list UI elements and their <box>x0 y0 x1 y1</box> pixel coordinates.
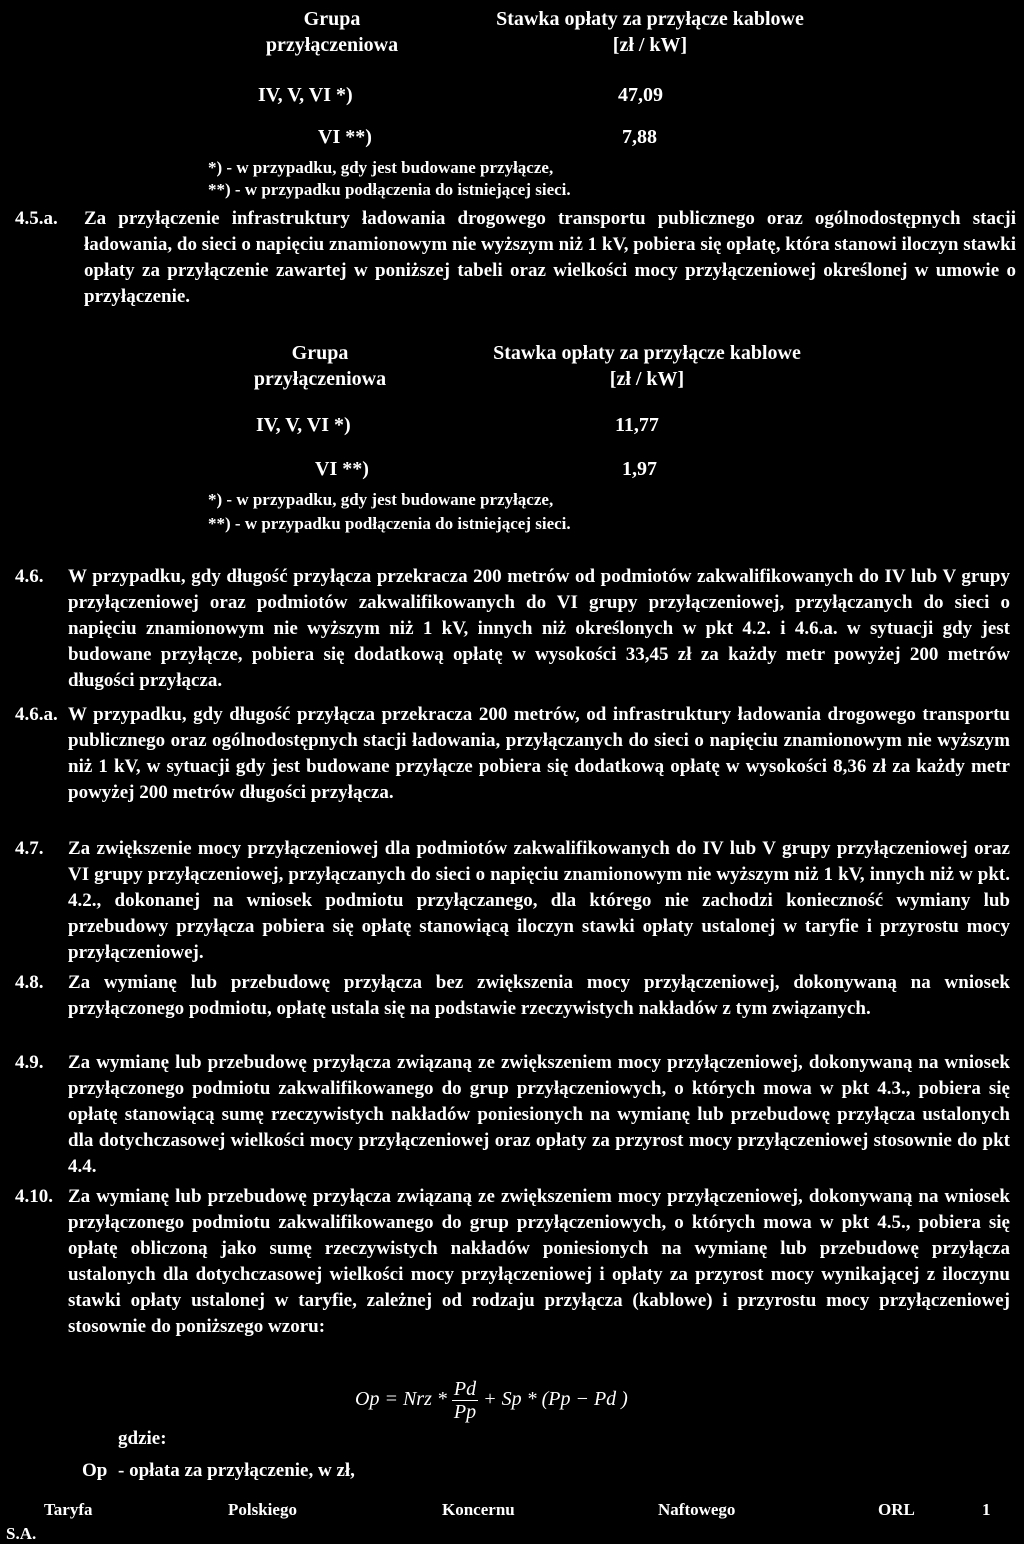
footer-page-number: 1 <box>982 1500 991 1519</box>
section-number-4-5-a: 4.5.a. <box>15 208 58 229</box>
section-4-7-text: Za zwiększenie mocy przyłączeniowej dla podmiotów zakwalifikowanych do IV lub V grupy przyłączeniowej oraz VI grupy przyłączeniowej, przyłączanych do sieci o napięciu znamionowym nie wyższym niż 1 kV, innych niż w pkt. 4.2., dokonanej na wniosek podmiotu przyłączanego, dla którego nie zachodzi konieczność wymiany lub przebudowy przyłącza pobiera się opłatę stanowiącą iloczyn stawki opłaty ustalonej w taryfie i przyrostu mocy przyłączeniowej. <box>68 838 1010 963</box>
table2-header-rate <box>452 340 842 392</box>
table2-col1-line2: przyłączeniowa <box>253 368 387 390</box>
section-4-6-text: W przypadku, gdy długość przyłącza przekracza 200 metrów od podmiotów zakwalifikowanych do IV lub V grupy przyłączeniowej oraz podmiotów zakwalifikowanych do VI grupy przyłączeniowej, przyłączanych do sieci o napięciu znamionowym nie wyższym niż 1 kV, innych niż określonych w pkt 4.2. i 4.6.a. w sytuacji gdy jest budowane przyłącze, pobiera się dodatkową opłatę w wysokości 33,45 zł za każdy metr powyżej 200 metrów długości przyłącza. <box>68 566 1010 691</box>
table2-row2-group: VI **) <box>315 458 369 480</box>
table1-note2: **) - w przypadku podłączenia do istniejącej sieci. <box>208 180 571 199</box>
footer-word-5: ORL <box>878 1500 915 1519</box>
section-number-4-9: 4.9. <box>15 1052 44 1073</box>
table2-col2-line2: [zł / kW] <box>609 368 685 390</box>
table1-col1-line2: przyłączeniowa <box>265 34 399 56</box>
formula-numerator: Pd <box>453 1378 477 1400</box>
table1-col1-line1: Grupa <box>303 8 361 30</box>
footer-word-1: Taryfa <box>44 1500 93 1519</box>
table1-header-group <box>212 6 452 58</box>
table2-note2: **) - w przypadku podłączenia do istniejącej sieci. <box>208 514 571 533</box>
formula-rhs: + Sp * (Pp − Pd ) <box>483 1388 628 1411</box>
formula-denominator: Pp <box>453 1401 477 1423</box>
table1-row1-group: IV, V, VI *) <box>258 84 353 106</box>
definition-symbol: Op <box>82 1460 108 1481</box>
table1-row2-group: VI **) <box>318 126 372 148</box>
section-4-8-text: Za wymianę lub przebudowę przyłącza bez zwiększenia mocy przyłączeniowej, dokonywaną na wniosek przyłączonego podmiotu, opłatę ustala się na podstawie rzeczywistych nakładów z tym związanych. <box>68 972 1010 1019</box>
table1-col2-line1: Stawka opłaty za przyłącze kablowe <box>496 8 804 30</box>
footer-word-3: Koncernu <box>442 1500 515 1519</box>
definition-text: - opłata za przyłączenie, w zł, <box>118 1460 355 1481</box>
table2-note1: *) - w przypadku, gdy jest budowane przyłącze, <box>208 490 554 509</box>
footer-word-4: Naftowego <box>658 1500 736 1519</box>
table2-row1-group: IV, V, VI *) <box>256 414 351 436</box>
table2-col2-line1: Stawka opłaty za przyłącze kablowe <box>493 342 801 364</box>
table2-header-group <box>200 340 440 392</box>
table1-header-rate <box>455 6 845 58</box>
section-number-4-8: 4.8. <box>15 972 44 993</box>
section-number-4-6-a: 4.6.a. <box>15 704 58 725</box>
table1-col2-line2: [zł / kW] <box>612 34 688 56</box>
section-4-10-text: Za wymianę lub przebudowę przyłącza związaną ze zwiększeniem mocy przyłączeniowej, dokonywaną na wniosek przyłączonego podmiotu zakwalifikowanego do grup przyłączeniowych, o których mowa w pkt 4.5., pobiera się opłatę obliczoną jako sumę rzeczywistych nakładów poniesionych na wymianę lub przebudowę przyłącza ustalonych dla dotychczasowej wielkości mocy przyłączeniowej i opłaty za przyrost mocy wynikającej z iloczynu stawki opłaty ustalonej w taryfie, zależnej od rodzaju przyłącza (kablowe) i przyrostu mocy przyłączeniowej stosownie do poniższego wzoru: <box>68 1186 1010 1337</box>
formula-lhs: Op = Nrz * <box>355 1388 447 1411</box>
section-number-4-10: 4.10. <box>15 1186 53 1207</box>
section-4-6-a-text: W przypadku, gdy długość przyłącza przekracza 200 metrów, od infrastruktury ładowania drogowego transportu publicznego oraz ogólnodostępnych stacji ładowania, przyłączanych do sieci o napięciu znamionowym nie wyższym niż 1 kV, w sytuacji gdy jest budowane przyłącze pobiera się dodatkową opłatę w wysokości 8,36 zł za każdy metr powyżej 200 metrów długości przyłącza. <box>68 704 1010 803</box>
table1-row2-rate: 7,88 <box>622 126 657 148</box>
table1-note1: *) - w przypadku, gdy jest budowane przyłącze, <box>208 158 554 177</box>
footer-line-2: S.A. <box>6 1524 37 1543</box>
section-number-4-7: 4.7. <box>15 838 44 859</box>
section-4-5-a-text: Za przyłączenie infrastruktury ładowania drogowego transportu publicznego oraz ogólnodostępnych stacji ładowania, do sieci o napięciu znamionowym nie wyższym niż 1 kV, pobiera się opłatę, która stanowi iloczyn stawki opłaty za przyłączenie zawartej w poniższej tabeli oraz wielkości mocy przyłączeniowej określonej w umowie o przyłączenie. <box>84 208 1016 307</box>
table2-row1-rate: 11,77 <box>615 414 659 436</box>
footer-word-2: Polskiego <box>228 1500 297 1519</box>
section-number-4-6: 4.6. <box>15 566 44 587</box>
formula <box>355 1378 628 1423</box>
table1-row1-rate: 47,09 <box>618 84 663 106</box>
table2-row2-rate: 1,97 <box>622 458 657 480</box>
section-4-9-text: Za wymianę lub przebudowę przyłącza związaną ze zwiększeniem mocy przyłączeniowej, dokonywaną na wniosek przyłączonego podmiotu zakwalifikowanego do grup przyłączeniowych, o których mowa w pkt 4.3., pobiera się opłatę stanowiącą sumę rzeczywistych nakładów poniesionych na wymianę lub przebudowę przyłącza ustalonych dla dotychczasowej wielkości mocy przyłączeniowej oraz opłaty za przyrost mocy przyłączeniowej stosownie do pkt 4.4. <box>68 1052 1010 1177</box>
table2-col1-line1: Grupa <box>291 342 349 364</box>
gdzie-label: gdzie: <box>118 1428 167 1449</box>
formula-fraction <box>452 1378 478 1423</box>
